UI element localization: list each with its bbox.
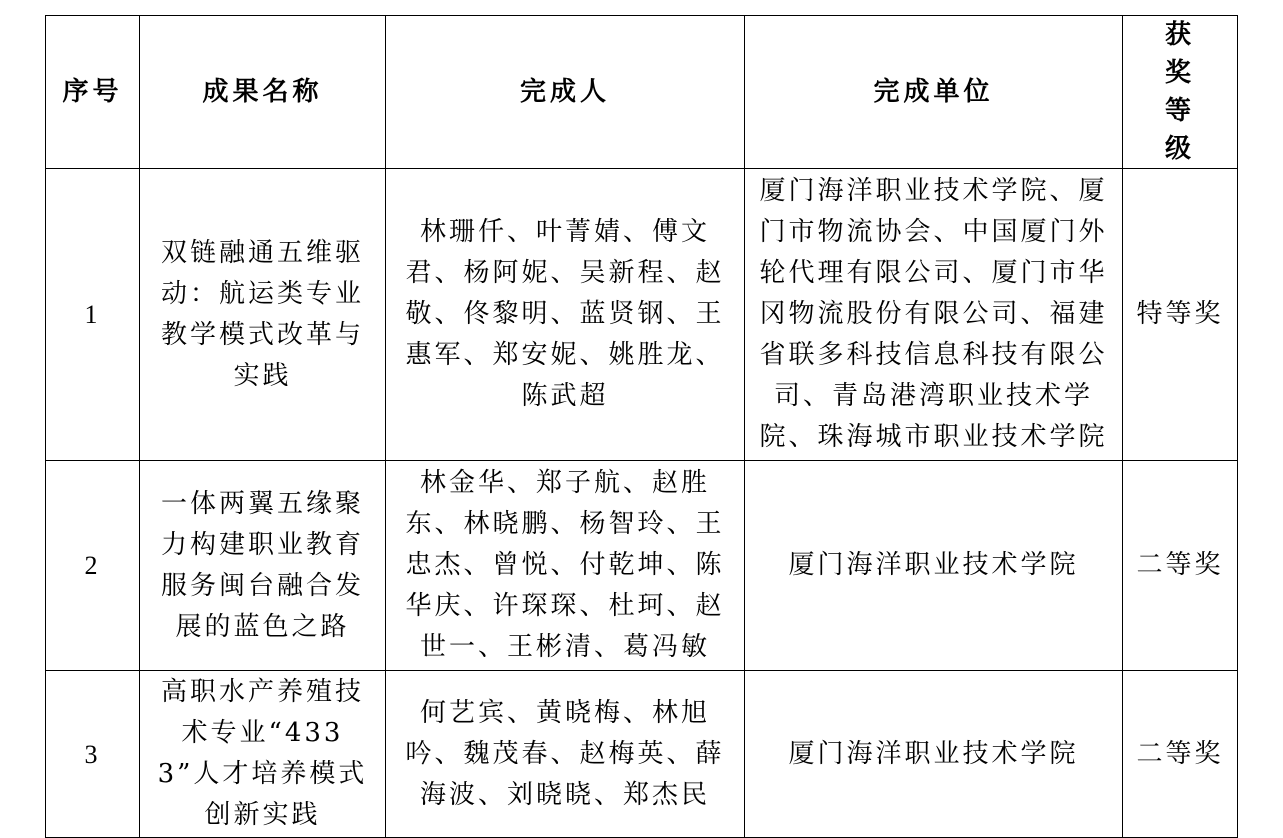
row-index: 1	[46, 169, 140, 461]
row-unit: 厦门海洋职业技术学院	[745, 671, 1123, 838]
table-row	[46, 461, 1238, 671]
row-grade: 二等奖	[1123, 671, 1238, 838]
row-achievement-name: 一体两翼五缘聚力构建职业教育服务闽台融合发展的蓝色之路	[140, 461, 386, 671]
row-index: 3	[46, 671, 140, 838]
row-grade: 特等奖	[1123, 169, 1238, 461]
header-grade: 获奖等级	[1123, 16, 1238, 169]
row-people: 何艺宾、黄晓梅、林旭吟、魏茂春、赵梅英、薛海波、刘晓晓、郑杰民	[386, 671, 745, 838]
row-people: 林珊仟、叶菁婧、傅文君、杨阿妮、吴新程、赵敬、佟黎明、蓝贤钢、王惠军、郑安妮、姚胜龙、陈武超	[386, 169, 745, 461]
row-index: 2	[46, 461, 140, 671]
row-unit: 厦门海洋职业技术学院	[745, 461, 1123, 671]
row-achievement-name: 双链融通五维驱动：航运类专业教学模式改革与实践	[140, 169, 386, 461]
header-index: 序号	[46, 16, 140, 169]
row-grade: 二等奖	[1123, 461, 1238, 671]
row-people: 林金华、郑子航、赵胜东、林晓鹏、杨智玲、王忠杰、曾悦、付乾坤、陈华庆、许琛琛、杜珂、赵世一、王彬清、葛冯敏	[386, 461, 745, 671]
header-people: 完成人	[386, 16, 745, 169]
table-row	[46, 169, 1238, 461]
header-name: 成果名称	[140, 16, 386, 169]
awards-table	[45, 15, 1238, 838]
row-achievement-name: 高职水产养殖技术专业“4333”人才培养模式创新实践	[140, 671, 386, 838]
table-row	[46, 671, 1238, 838]
row-unit: 厦门海洋职业技术学院、厦门市物流协会、中国厦门外轮代理有限公司、厦门市华冈物流股份有限公司、福建省联多科技信息科技有限公司、青岛港湾职业技术学院、珠海城市职业技术学院	[745, 169, 1123, 461]
header-unit: 完成单位	[745, 16, 1123, 169]
table-header-row	[46, 16, 1238, 169]
